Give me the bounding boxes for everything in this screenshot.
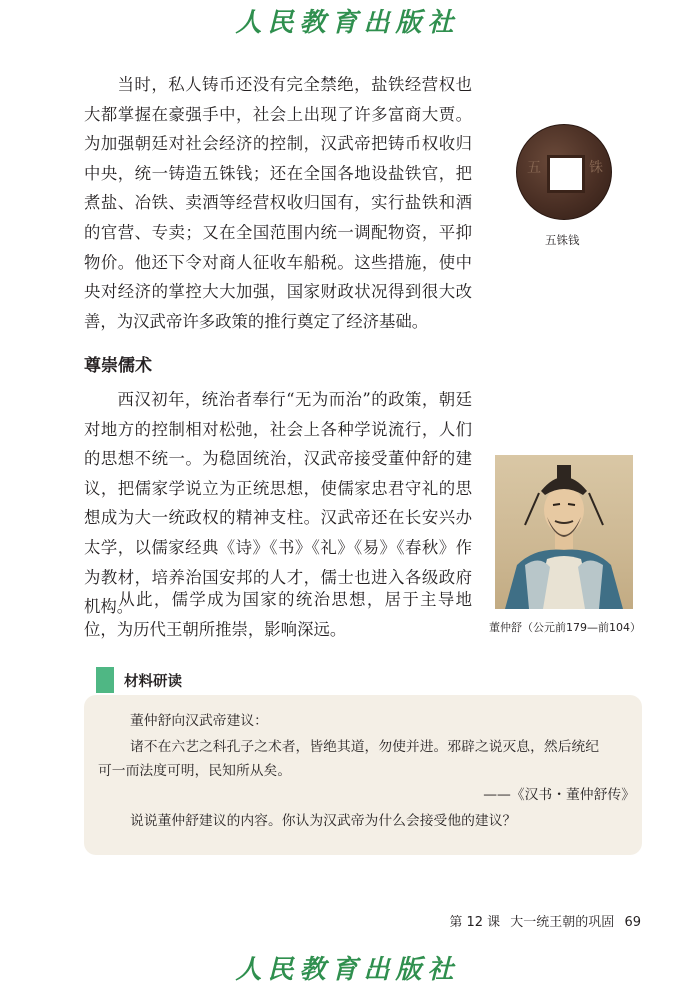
paragraph-text: 当时，私人铸币还没有完全禁绝，盐铁经营权也大都掌握在豪强手中，社会上出现了许多富商大贾。为加强朝廷对社会经济的控制，汉武帝把铸币权收归中央，统一铸造五铢钱；还在全国各地设盐铁官，把煮盐、冶铁、卖酒等经营权收归国有，实行盐铁和酒的官营、专卖；又在全国范围内统一调配物资，平抑物价。他还下令对商人征收车船税。这些措施，使中央对经济的掌控大大加强，国家财政状况得到很大改善，为汉武帝许多政策的推行奠定了经济基础。	[84, 75, 472, 331]
material-quote-line1: 诸不在六艺之科孔子之术者，皆绝其道，勿使并进。邪辟之说灭息，然后统纪	[130, 739, 600, 755]
material-question: 说说董仲舒建议的内容。你认为汉武帝为什么会接受他的建议？	[130, 813, 517, 829]
page-number: 69	[624, 915, 641, 930]
paragraph-text: 从此，儒学成为国家的统治思想，居于主导地位，为历代王朝所推崇，影响深远。	[84, 590, 472, 639]
coin-glyph-right: 铢	[589, 160, 603, 176]
page-footer	[443, 911, 641, 930]
wuzhu-coin-image	[516, 124, 612, 220]
publisher-logo-top: 人民教育出版社	[235, 8, 460, 38]
material-quote-line2: 可一而法度可明，民知所从矣。	[98, 763, 292, 779]
publisher-logo-bottom: 人民教育出版社	[235, 955, 460, 985]
material-intro: 董仲舒向汉武帝建议：	[130, 713, 268, 729]
material-tab-marker	[96, 667, 114, 693]
coin-caption: 五铢钱	[545, 233, 580, 247]
coin-glyph-left: 五	[527, 160, 541, 176]
material-source: ——《汉书・董仲舒传》	[483, 787, 635, 803]
paragraph-text: 西汉初年，统治者奉行“无为而治”的政策，朝廷对地方的控制相对松弛，社会上各种学说流行，人们的思想不统一。为稳固统治，汉武帝接受董仲舒的建议，把儒家学说立为正统思想，使儒家忠君守礼的思想成为大一统政权的精神支柱。汉武帝还在长安兴办太学，以儒家经典《诗》《书》《礼》《易》《春秋》作为教材，培养治国安邦的人才，儒士也进入各级政府机构。	[84, 390, 472, 617]
material-title: 材料研读	[124, 674, 182, 690]
footer-lesson-title: 大一统王朝的巩固	[510, 915, 615, 930]
dong-zhongshu-portrait	[495, 455, 633, 609]
section-heading: 尊崇儒术	[84, 356, 152, 376]
footer-lesson: 第 12 课	[449, 915, 501, 930]
paragraph-economic-measures	[84, 70, 472, 336]
portrait-caption: 董仲舒（公元前179—前104）	[489, 621, 641, 634]
paragraph-influence	[84, 585, 472, 644]
